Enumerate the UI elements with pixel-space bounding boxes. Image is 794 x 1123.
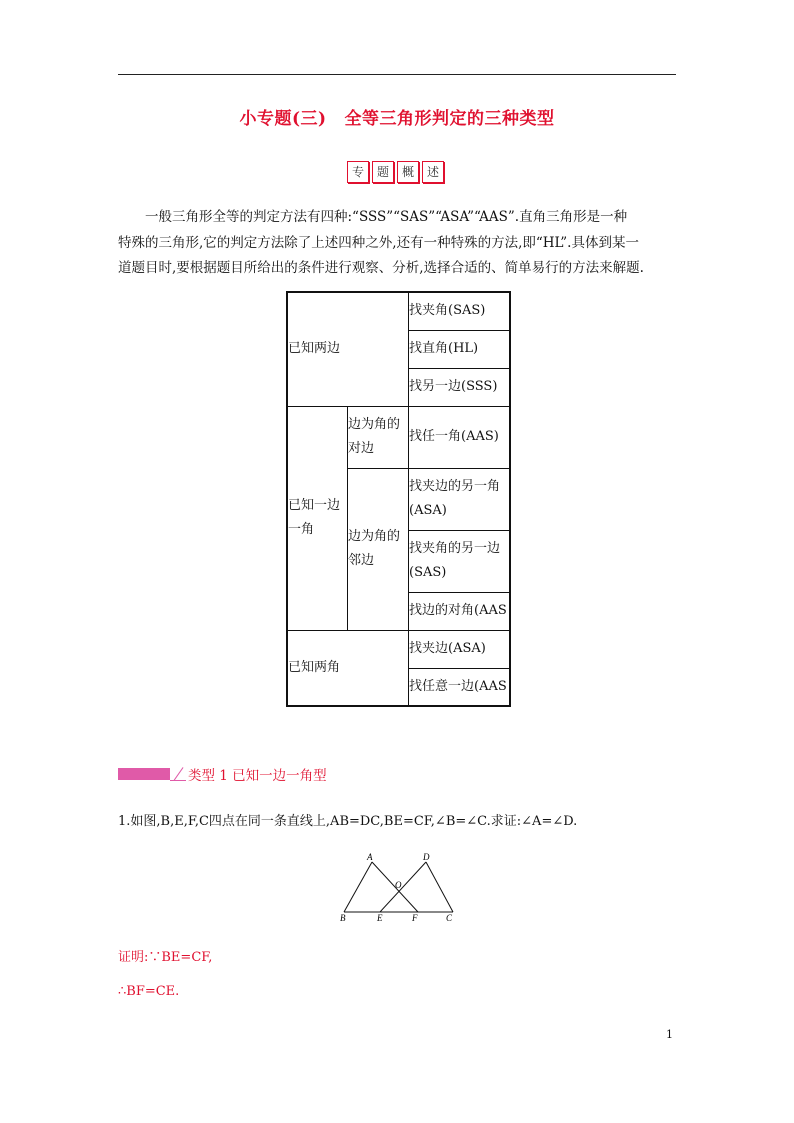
table-cell: 找直角(HL) <box>409 330 511 368</box>
intro-line: 一般三角形全等的判定方法有四种:“SSS”“SAS”“ASA”“AAS”.直角三角形是一种 <box>145 209 628 225</box>
problem-1: 1.如图,B,E,F,C四点在同一条直线上,AB=DC,BE=CF,∠B=∠C.求证:∠A=∠D. <box>118 814 578 829</box>
sub-adjacent-side: 边为角的邻边 <box>348 468 409 630</box>
label-d: D <box>423 852 430 862</box>
section-tags <box>347 161 444 183</box>
proof-line: 证明:∵BE=CF, <box>118 950 213 965</box>
type-marker <box>118 768 170 780</box>
table-cell: 找另一边(SSS) <box>409 368 511 406</box>
header-rule <box>118 74 676 75</box>
line-dc <box>426 862 453 912</box>
intro-line: 道题目时,要根据题目所给出的条件进行观察、分析,选择合适的、简单易行的方法来解题. <box>118 260 644 276</box>
title-part2: 全等三角形判定的三种类型 <box>344 109 555 129</box>
sub-opposite-side: 边为角的对边 <box>348 406 409 468</box>
intro-paragraph <box>118 205 678 282</box>
tag-shu: 述 <box>422 161 444 183</box>
label-f: F <box>412 913 418 922</box>
group-side-angle: 已知一边一角 <box>287 406 348 630</box>
tag-ti: 题 <box>372 161 394 183</box>
table-cell: 找任意一边(AAS <box>409 668 511 706</box>
label-c: C <box>446 913 453 922</box>
table-cell: 找夹角(SAS) <box>409 292 511 330</box>
page-title <box>0 104 794 129</box>
type-heading <box>118 764 327 784</box>
table-cell: 找任一角(AAS) <box>409 406 511 468</box>
label-a: A <box>367 852 373 862</box>
type-marker-slash <box>170 768 186 781</box>
intro-line: 特殊的三角形,它的判定方法除了上述四种之外,还有一种特殊的方法,即“HL”.具体到某一 <box>118 234 639 251</box>
title-part1: 小专题(三) <box>239 109 327 129</box>
label-e: E <box>377 913 383 922</box>
table-cell: 找夹边的另一角(ASA) <box>409 468 511 530</box>
table-cell: 找夹边(ASA) <box>409 630 511 668</box>
page-number: 1 <box>666 1028 673 1041</box>
proof-line: ∴BF=CE. <box>118 984 180 999</box>
group-two-sides: 已知两边 <box>287 292 409 406</box>
line-ab <box>344 862 372 912</box>
tag-gai: 概 <box>397 161 419 183</box>
type-label: 类型 1 已知一边一角型 <box>188 768 327 784</box>
table-cell: 找边的对角(AAS <box>409 592 511 630</box>
label-o: O <box>395 880 402 890</box>
summary-table <box>286 291 511 707</box>
table-cell: 找夹角的另一边(SAS) <box>409 530 511 592</box>
label-b: B <box>340 913 346 922</box>
group-two-angles: 已知两角 <box>287 630 409 706</box>
tag-zhuan: 专 <box>347 161 369 183</box>
geometry-figure <box>336 850 466 922</box>
line-de <box>380 862 426 912</box>
